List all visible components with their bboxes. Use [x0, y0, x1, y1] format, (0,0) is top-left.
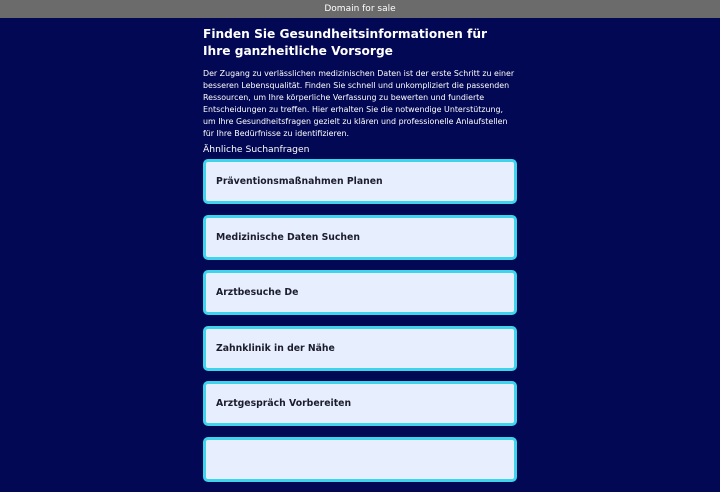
related-search-item[interactable] — [203, 215, 517, 260]
related-search-label: Arztbesuche De — [216, 287, 299, 298]
related-search-item[interactable] — [203, 159, 517, 204]
related-search-item[interactable] — [203, 326, 517, 371]
related-search-label: Medizinische Daten Suchen — [216, 231, 360, 243]
related-search-item[interactable] — [203, 270, 517, 315]
related-search-item[interactable] — [203, 381, 517, 426]
related-search-item[interactable] — [203, 437, 517, 482]
related-search-label: Präventionsmaßnahmen Planen — [216, 176, 383, 187]
related-searches-heading: Ähnliche Suchanfragen — [203, 144, 310, 155]
related-search-label: Arztgespräch Vorbereiten — [216, 398, 352, 409]
related-searches-list — [203, 159, 517, 482]
domain-for-sale-banner[interactable] — [0, 0, 720, 18]
main-content — [203, 26, 517, 492]
intro-paragraph: Der Zugang zu verlässlichen medizinischen Daten ist der erste Schritt zu einer besseren Lebensqualität. Finden Sie schnell und unkompliziert die passenden Ressourcen, um Ihre körperliche Verfassung zu bewerten und fundierte Entscheidungen zu treffen. Hier erhalten Sie die notwendige Unterstützung, um Ihre Gesundheitsfragen gezielt zu klären und professionelle Anlaufstellen für Ihre Bedürfnisse zu identifizieren. — [203, 69, 515, 138]
domain-for-sale-label[interactable]: Domain for sale — [324, 4, 396, 14]
related-search-label: Zahnklinik in der Nähe — [216, 342, 335, 354]
page-title: Finden Sie Gesundheitsinformationen für Ihre ganzheitliche Vorsorge — [203, 27, 488, 58]
